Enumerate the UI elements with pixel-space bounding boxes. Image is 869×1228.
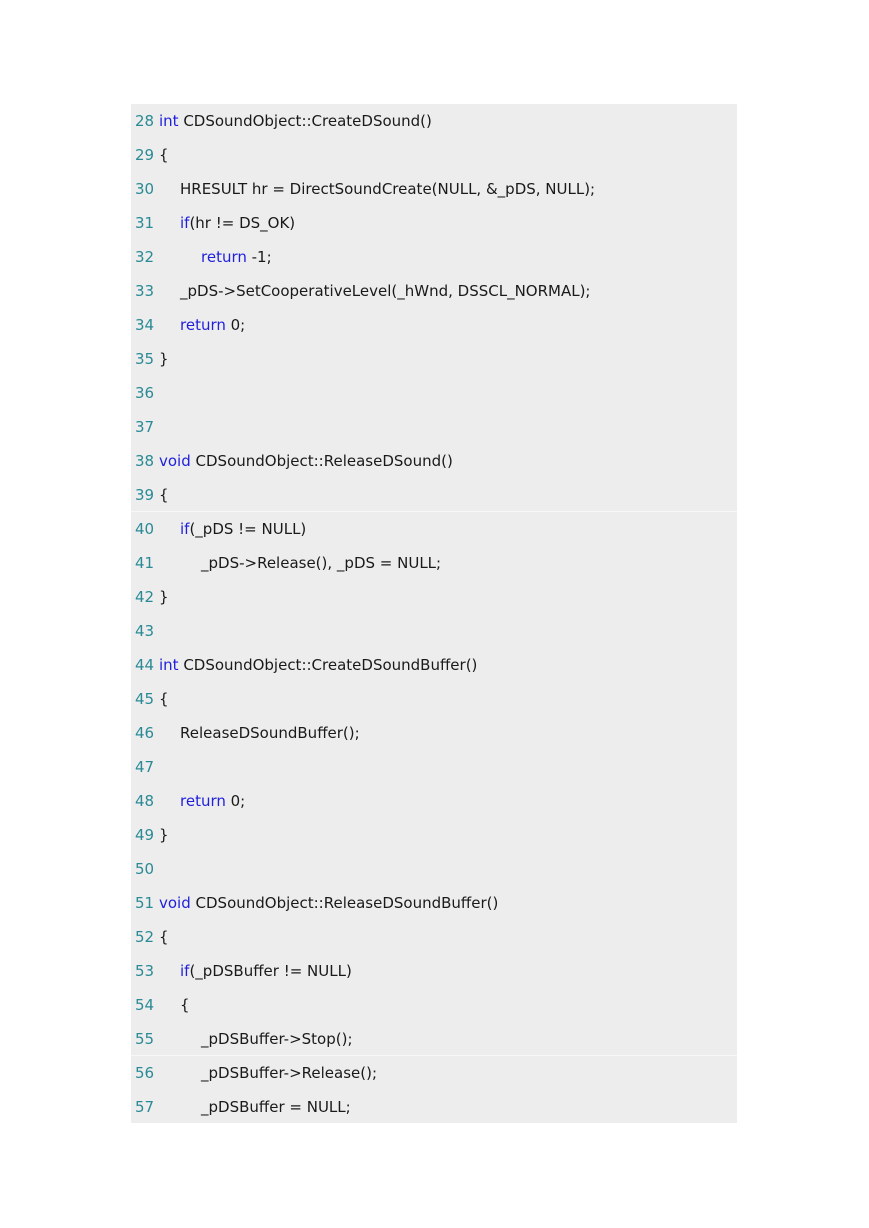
code-line: [131, 376, 737, 410]
line-number: 54: [135, 996, 155, 1014]
code-content: }: [159, 588, 169, 606]
line-number: 37: [135, 418, 155, 436]
line-number: 49: [135, 826, 155, 844]
code-content: {: [180, 996, 190, 1014]
code-content: 0;: [225, 316, 246, 334]
line-number: 41: [135, 554, 155, 572]
code-line: [131, 648, 737, 682]
code-keyword: int: [159, 112, 179, 130]
code-line: [131, 1056, 737, 1090]
code-text: [159, 954, 352, 988]
line-number: 51: [135, 894, 155, 912]
code-line: [131, 512, 737, 546]
code-line: [131, 308, 737, 342]
code-text: [159, 342, 169, 376]
line-number: 43: [135, 622, 155, 640]
code-line: [131, 954, 737, 988]
code-content: }: [159, 350, 169, 368]
code-text: [159, 240, 272, 274]
code-text: [159, 1056, 377, 1090]
code-line: [131, 1022, 737, 1056]
code-content: -1;: [246, 248, 272, 266]
code-line: [131, 852, 737, 886]
code-text: [159, 206, 295, 240]
code-text: [159, 512, 306, 546]
code-text: [159, 308, 245, 342]
line-number: 53: [135, 962, 155, 980]
code-text: [159, 172, 595, 206]
code-line: [131, 716, 737, 750]
code-keyword: return: [180, 316, 226, 334]
code-content: _pDS->SetCooperativeLevel(_hWnd, DSSCL_NORMAL);: [180, 282, 591, 300]
code-line: [131, 240, 737, 274]
line-number: 57: [135, 1098, 155, 1116]
line-number: 50: [135, 860, 155, 878]
code-text: [159, 104, 432, 138]
code-content: (_pDS != NULL): [189, 520, 307, 538]
code-line: [131, 104, 737, 138]
code-content: _pDS->Release(), _pDS = NULL;: [201, 554, 442, 572]
code-keyword: void: [159, 452, 191, 470]
code-line: [131, 206, 737, 240]
code-line: [131, 444, 737, 478]
line-number: 45: [135, 690, 155, 708]
code-content: CDSoundObject::CreateDSoundBuffer(): [178, 656, 478, 674]
code-text: [159, 444, 453, 478]
line-number: 44: [135, 656, 155, 674]
code-content: }: [159, 826, 169, 844]
code-content: {: [159, 690, 169, 708]
code-keyword: return: [180, 792, 226, 810]
code-content: _pDSBuffer->Stop();: [201, 1030, 353, 1048]
code-content: HRESULT hr = DirectSoundCreate(NULL, &_pDS, NULL);: [180, 180, 596, 198]
code-line: [131, 682, 737, 716]
code-content: _pDSBuffer->Release();: [201, 1064, 378, 1082]
code-line: [131, 138, 737, 172]
line-number: 28: [135, 112, 155, 130]
code-text: [159, 1022, 353, 1056]
line-number: 48: [135, 792, 155, 810]
code-line: [131, 172, 737, 206]
code-content: {: [159, 146, 169, 164]
code-line: [131, 410, 737, 444]
code-text: [159, 1090, 351, 1123]
line-number: 39: [135, 486, 155, 504]
code-line: [131, 920, 737, 954]
line-number: 46: [135, 724, 155, 742]
code-text: [159, 580, 169, 614]
code-line: [131, 614, 737, 648]
line-number: 42: [135, 588, 155, 606]
code-text: [159, 886, 498, 920]
code-keyword: if: [180, 520, 190, 538]
code-text: [159, 784, 245, 818]
code-content: _pDSBuffer = NULL;: [201, 1098, 351, 1116]
code-keyword: int: [159, 656, 179, 674]
code-line: [131, 784, 737, 818]
line-number: 40: [135, 520, 155, 538]
code-content: (hr != DS_OK): [189, 214, 296, 232]
code-line: [131, 1090, 737, 1123]
code-text: [159, 478, 169, 512]
code-keyword: void: [159, 894, 191, 912]
line-number: 32: [135, 248, 155, 266]
line-number: 47: [135, 758, 155, 776]
code-line: [131, 580, 737, 614]
line-number: 30: [135, 180, 155, 198]
code-line: [131, 546, 737, 580]
code-content: 0;: [225, 792, 246, 810]
code-text: [159, 920, 169, 954]
line-number: 31: [135, 214, 155, 232]
line-number: 36: [135, 384, 155, 402]
code-content: CDSoundObject::ReleaseDSoundBuffer(): [190, 894, 499, 912]
line-number: 55: [135, 1030, 155, 1048]
line-number: 35: [135, 350, 155, 368]
code-line: [131, 478, 737, 512]
line-number: 38: [135, 452, 155, 470]
line-number: 29: [135, 146, 155, 164]
code-keyword: if: [180, 214, 190, 232]
code-line: [131, 886, 737, 920]
code-keyword: if: [180, 962, 190, 980]
code-content: ReleaseDSoundBuffer();: [180, 724, 360, 742]
line-number: 33: [135, 282, 155, 300]
code-line: [131, 750, 737, 784]
code-content: (_pDSBuffer != NULL): [189, 962, 352, 980]
code-text: [159, 274, 591, 308]
line-number: 34: [135, 316, 155, 334]
code-content: CDSoundObject::CreateDSound(): [178, 112, 432, 130]
line-number: 52: [135, 928, 155, 946]
code-listing: [131, 104, 737, 1123]
code-content: CDSoundObject::ReleaseDSound(): [190, 452, 453, 470]
code-content: {: [159, 928, 169, 946]
code-text: [159, 546, 441, 580]
code-keyword: return: [201, 248, 247, 266]
code-text: [159, 138, 169, 172]
code-text: [159, 716, 360, 750]
code-line: [131, 342, 737, 376]
code-content: {: [159, 486, 169, 504]
code-text: [159, 988, 190, 1022]
code-text: [159, 682, 169, 716]
code-line: [131, 818, 737, 852]
code-line: [131, 274, 737, 308]
line-number: 56: [135, 1064, 155, 1082]
code-text: [159, 648, 477, 682]
code-line: [131, 988, 737, 1022]
code-text: [159, 818, 169, 852]
